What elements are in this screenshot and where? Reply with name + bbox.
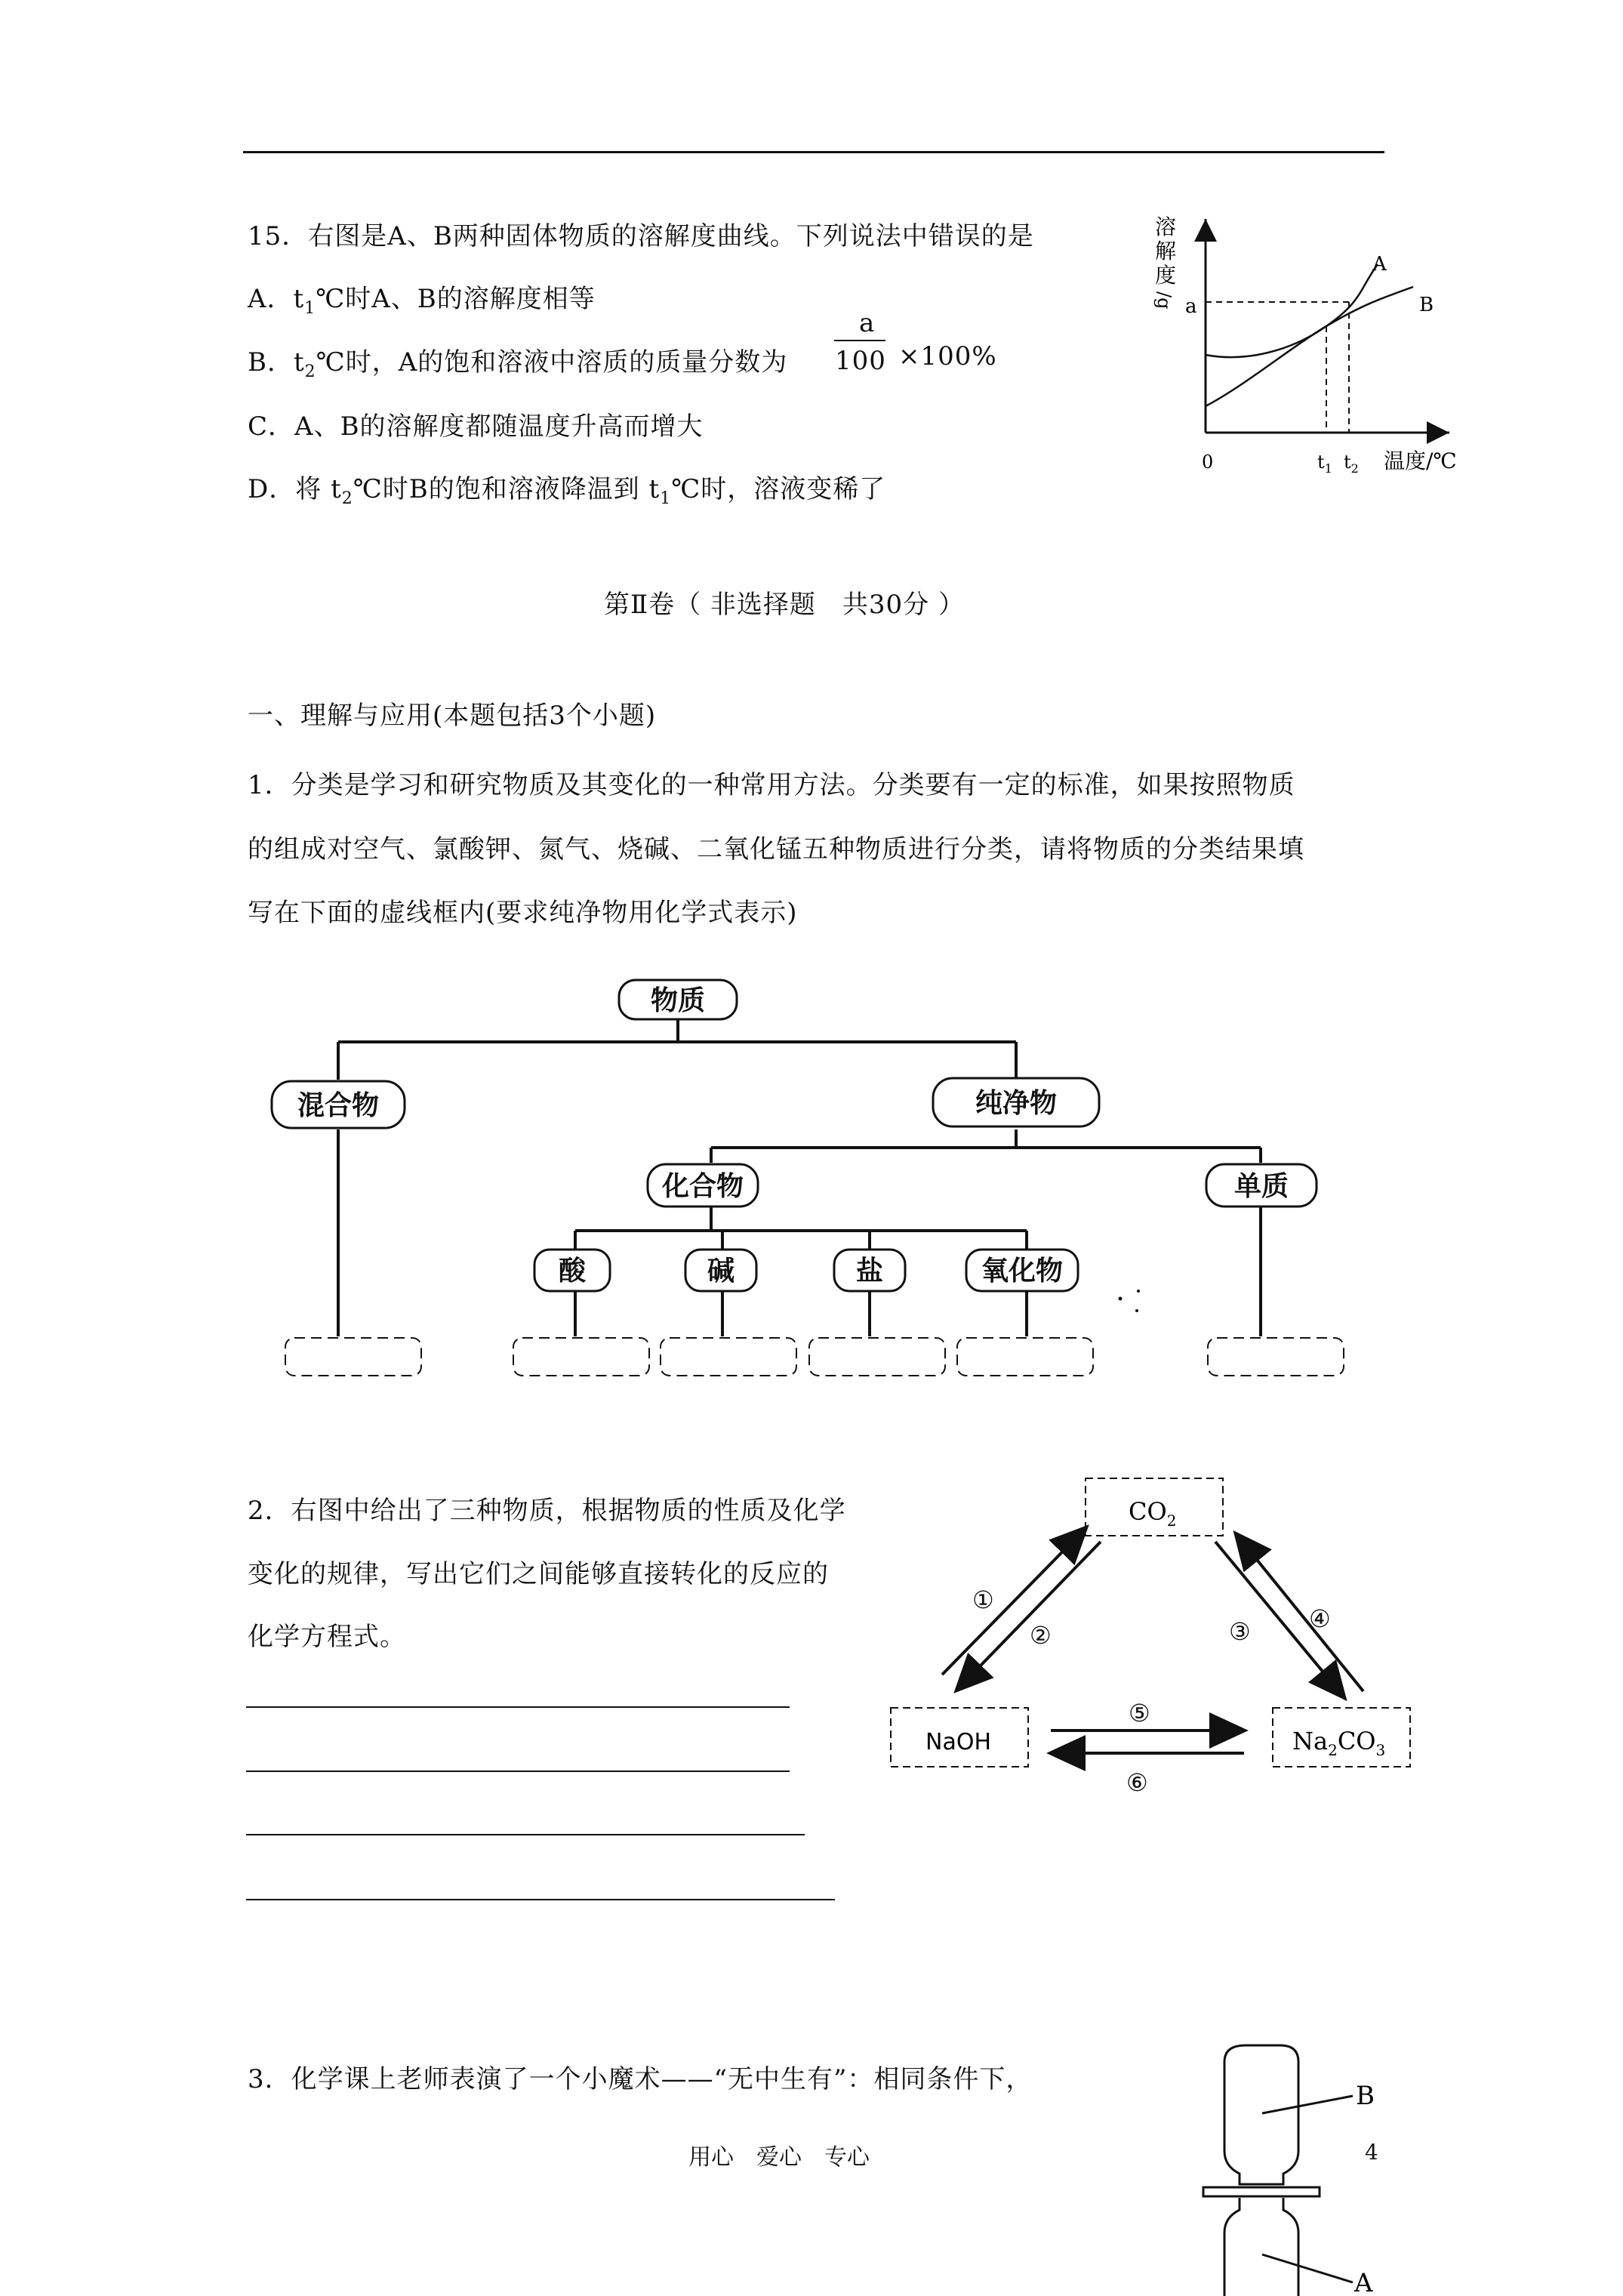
q15-d-sub2: 1 — [660, 488, 672, 508]
arrow-4 — [1235, 1533, 1363, 1691]
bottle-label-b: B — [1356, 2081, 1375, 2111]
q15-a-sub: 1 — [304, 298, 316, 318]
curve-b — [1206, 287, 1413, 406]
node-acid-label: 酸 — [558, 1256, 587, 1287]
co2-label: $CO_2$ — [1129, 1497, 1177, 1530]
na2co3-label: $Na_2CO_3$ — [1292, 1727, 1386, 1759]
q15-option-c: C．A、B的溶解度都随温度升高而增大 — [248, 411, 704, 442]
node-pure-label: 纯净物 — [975, 1088, 1058, 1119]
bottle-b — [1224, 2045, 1298, 2184]
q1-line2: 的组成对空气、氯酸钾、氮气、烧碱、二氧化锰五种物质进行分类，请将物质的分类结果填 — [248, 834, 1304, 864]
page-number: 4 — [1365, 2140, 1378, 2165]
node-root-label: 物质 — [650, 985, 706, 1016]
answer-line-1[interactable] — [246, 1706, 790, 1708]
node-base-label: 碱 — [707, 1256, 735, 1287]
chart-ylabel-2: 解 — [1155, 239, 1177, 264]
chart-series-a-label: A — [1372, 253, 1387, 276]
answer-box-element[interactable] — [1208, 1338, 1344, 1376]
curve-a — [1206, 264, 1378, 357]
arrow-1 — [942, 1527, 1087, 1675]
node-mixture-label: 混合物 — [297, 1090, 380, 1121]
q2-line2: 变化的规律，写出它们之间能够直接转化的反应的 — [248, 1559, 829, 1589]
q15-fraction-num: a — [859, 308, 876, 338]
answer-line-4[interactable] — [246, 1899, 835, 1900]
q1-line3: 写在下面的虚线框内(要求纯净物用化学式表示) — [248, 898, 798, 928]
chart-xlabel: 温度/℃ — [1384, 448, 1457, 473]
chart-origin-label: 0 — [1202, 451, 1214, 473]
chart-series-b-label: B — [1419, 294, 1434, 316]
part1-title: 一、理解与应用(本题包括3个小题) — [248, 701, 657, 731]
q15-d-pre: D．将 t — [248, 474, 342, 504]
answer-box-oxide[interactable] — [957, 1338, 1093, 1376]
q2-line3: 化学方程式。 — [248, 1622, 406, 1652]
arrow-4-label: ④ — [1309, 1604, 1331, 1633]
chart-xtick-t1: $t_1$ — [1317, 451, 1332, 476]
q15-d-sub1: 2 — [341, 488, 353, 508]
chart-ylabel-1: 溶 — [1155, 214, 1177, 239]
q15-b-sub: 2 — [304, 362, 316, 381]
q15-fraction-pct: ×100% — [898, 341, 997, 371]
q15-b-pre: B．t — [248, 347, 305, 378]
node-element-label: 单质 — [1233, 1171, 1289, 1202]
node-compound-label: 化合物 — [661, 1171, 744, 1202]
chart-xtick-t2: $t_2$ — [1344, 451, 1359, 476]
node-oxide-label: 氧化物 — [981, 1256, 1064, 1287]
q15-a-post: ℃时A、B的溶解度相等 — [316, 284, 596, 314]
q15-option-d — [248, 468, 885, 508]
answer-line-3[interactable] — [246, 1834, 805, 1835]
footer-motto: 用心 爱心 专心 — [688, 2144, 870, 2171]
naoh-label: NaOH — [925, 1729, 991, 1755]
answer-box-acid[interactable] — [513, 1338, 649, 1376]
arrow-2 — [956, 1542, 1101, 1691]
bottle-label-a: A — [1354, 2268, 1373, 2296]
q3-line1: 3．化学课上老师表演了一个小魔术——“无中生有”：相同条件下， — [248, 2064, 1033, 2094]
q15-stem: 15．右图是A、B两种固体物质的溶解度曲线。下列说法中错误的是 — [248, 221, 1034, 251]
q15-option-b — [248, 341, 787, 381]
bottle-plate — [1203, 2187, 1320, 2196]
arrow-6-label: ⑥ — [1126, 1768, 1148, 1797]
solubility-chart — [1132, 211, 1472, 498]
classification-tree — [249, 959, 1381, 1382]
q15-d-post: ℃时，溶液变稀了 — [671, 474, 886, 504]
header-rule — [243, 151, 1384, 153]
chart-ytick-a: a — [1185, 295, 1197, 318]
q15-fraction-den: 100 — [835, 346, 886, 376]
q15-a-pre: A．t — [248, 284, 305, 314]
answer-box-salt[interactable] — [809, 1338, 945, 1376]
q2-line1: 2．右图中给出了三种物质，根据物质的性质及化学 — [248, 1496, 846, 1526]
q15-b-post: ℃时，A的饱和溶液中溶质的质量分数为 — [316, 347, 788, 378]
section2-title: 第Ⅱ卷（ 非选择题 共30分 ） — [604, 590, 965, 620]
arrow-2-label: ② — [1030, 1621, 1052, 1650]
answer-line-2[interactable] — [246, 1771, 790, 1772]
reaction-diagram — [883, 1472, 1457, 1820]
chart-ylabel-4: /g — [1153, 291, 1175, 310]
chart-ylabel-3: 度 — [1155, 263, 1177, 288]
q15-d-mid: ℃时B的饱和溶液降温到 t — [353, 474, 661, 504]
arrow-5-label: ⑤ — [1129, 1699, 1150, 1727]
arrow-1-label: ① — [972, 1586, 994, 1614]
bottle-a — [1224, 2198, 1298, 2296]
node-salt-label: 盐 — [855, 1256, 884, 1287]
answer-box-mixture[interactable] — [285, 1338, 421, 1376]
q15-fraction-bar — [834, 340, 885, 341]
arrow-3-label: ③ — [1229, 1617, 1251, 1646]
bottle-apparatus — [1178, 2039, 1404, 2296]
q1-line1: 1．分类是学习和研究物质及其变化的一种常用方法。分类要有一定的标准，如果按照物质 — [248, 770, 1295, 800]
q15-option-a — [248, 278, 596, 318]
answer-box-base[interactable] — [661, 1338, 796, 1376]
